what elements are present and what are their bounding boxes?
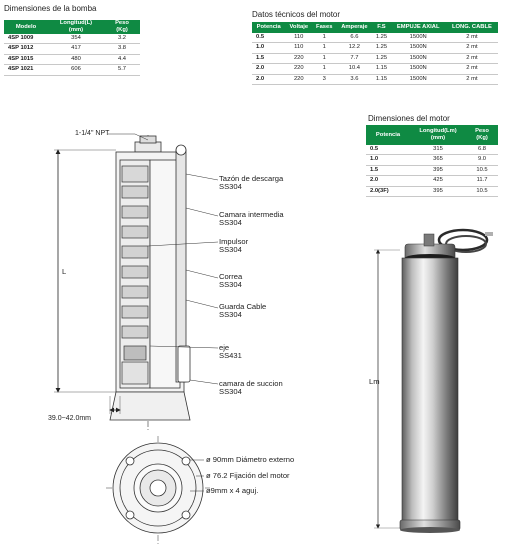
flange-label-holes: ø9mm x 4 aguj. (206, 486, 259, 495)
motor-dims-title: Dimensiones del motor (368, 114, 450, 123)
dim-lm-label: Lm (369, 377, 380, 386)
part-label: camara de succion SS304 (219, 379, 283, 396)
table-row: 0.5 110 1 6.6 1.25 1500N 2 mt (252, 33, 498, 43)
table-row: 1.0 365 9.0 (366, 155, 498, 165)
col-header: Fases (312, 22, 336, 33)
table-row: 4SP 1009 354 3.2 (4, 34, 140, 44)
table-row: 1.0 110 1 12.2 1.25 1500N 2 mt (252, 43, 498, 53)
table-row: 2.0 425 11.7 (366, 176, 498, 186)
pump-cross-section (54, 134, 190, 430)
table-row: 4SP 1012 417 3.8 (4, 44, 140, 54)
width-dim-label: 39.0~42.0mm (48, 415, 91, 422)
col-header: Peso (Kg) (466, 125, 498, 145)
pump-dims-title: Dimensiones de la bomba (4, 4, 97, 13)
table-row: 1.5 220 1 7.7 1.25 1500N 2 mt (252, 53, 498, 63)
col-header: F.S (372, 22, 390, 33)
part-label: Correa SS304 (219, 272, 243, 289)
flange-bottom-view (106, 436, 210, 545)
motor-tech-title: Datos técnicos del motor (252, 10, 341, 19)
col-header: Potencia (366, 125, 410, 145)
flange-label-outer: ø 90mm Diámetro externo (206, 455, 295, 464)
col-header: Peso (Kg) (104, 20, 140, 34)
table-row: 0.5 315 6.8 (366, 145, 498, 155)
motor-illustration (374, 230, 493, 533)
table-row: 2.0 220 1 10.4 1.15 1500N 2 mt (252, 64, 498, 74)
part-label: Impulsor SS304 (219, 237, 249, 254)
col-header: Amperaje (336, 22, 372, 33)
col-header: Modelo (4, 20, 48, 34)
table-row: 4SP 1015 480 4.4 (4, 54, 140, 64)
part-label: eje SS431 (219, 343, 242, 360)
col-header: Potencia (252, 22, 285, 33)
table-row: 2.0 220 3 3.6 1.15 1500N 2 mt (252, 74, 498, 84)
col-header: LONG. CABLE (446, 22, 498, 33)
table-row: 1.5 395 10.5 (366, 165, 498, 175)
table-row: 4SP 1021 606 5.7 (4, 65, 140, 75)
flange-label-fixing: ø 76.2 Fijación del motor (206, 471, 290, 480)
dim-l-label: L (62, 267, 67, 276)
col-header: EMPUJE AXIAL (391, 22, 446, 33)
part-label: Tazón de descarga SS304 (219, 174, 284, 191)
col-header: Longitud(Lm) (mm) (410, 125, 466, 145)
part-label: Camara intermedia SS304 (219, 210, 284, 227)
part-label: Guarda Cable SS304 (219, 302, 267, 319)
col-header: Longitud(L) (mm) (48, 20, 104, 34)
npt-label: 1-1/4" NPT (75, 130, 110, 137)
table-row: 2.0(3F) 395 10.5 (366, 186, 498, 196)
col-header: Voltaje (285, 22, 312, 33)
